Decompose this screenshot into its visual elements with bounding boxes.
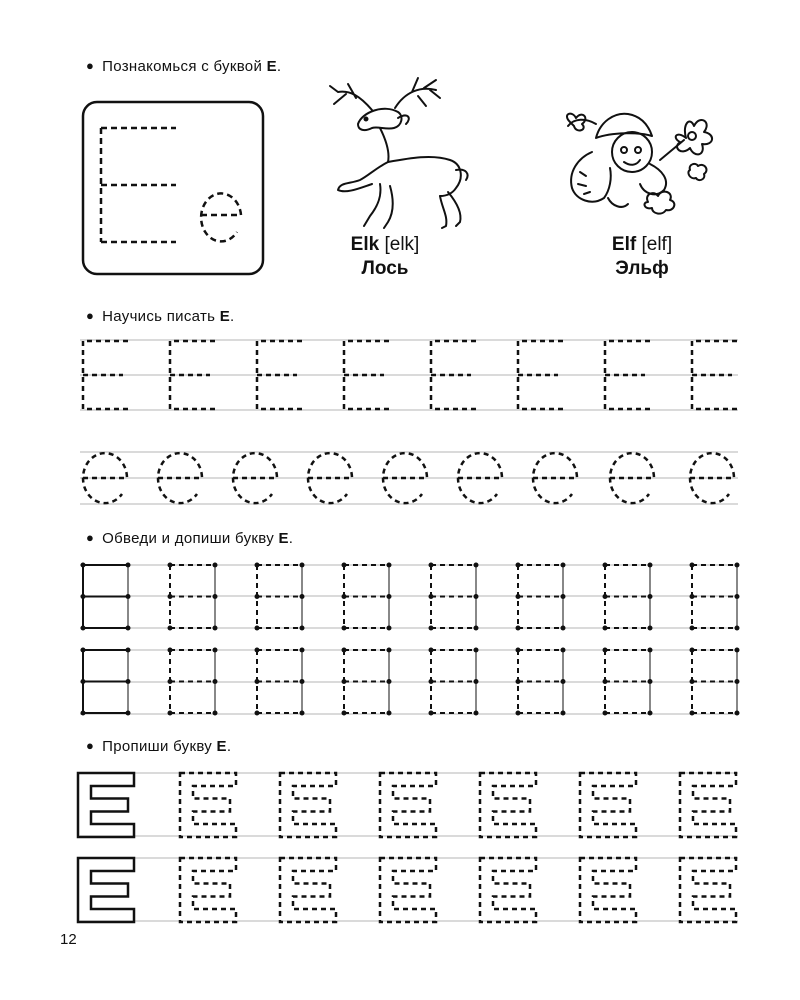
dot-guide-letter-row2 [690, 648, 740, 716]
word-transcription: [elk] [384, 234, 420, 255]
block-letter-e-row1 [180, 773, 236, 837]
block-letter-e-row1 [680, 773, 736, 837]
dot-guide-letter-row2 [429, 648, 479, 716]
bullet: ● [86, 58, 95, 73]
word-english: Elk [350, 234, 380, 255]
bullet: ● [86, 530, 95, 545]
block-letter-e-row1 [280, 773, 336, 837]
dot-guide-letter-row1 [81, 563, 131, 631]
block-letter-e-row1 [580, 773, 636, 837]
instruction-text: Обведи и допиши букву [102, 530, 279, 547]
dot-guide-letter-row1 [690, 563, 740, 631]
dot-guide-letter-row1 [516, 563, 566, 631]
block-letter-e-row1 [380, 773, 436, 837]
instruction-text: Пропиши букву [102, 738, 217, 755]
page-number: 12 [60, 931, 77, 948]
instruction-end: . [230, 308, 235, 325]
block-letter-e-row2 [78, 858, 134, 922]
dot-guide-letter-row2 [516, 648, 566, 716]
instruction-end: . [226, 738, 232, 755]
instruction-letter: Е [219, 308, 231, 325]
word-transcription: [elf] [641, 234, 673, 255]
instruction-letter: Е [266, 58, 277, 75]
bullet: ● [86, 308, 95, 323]
block-letter-e-row1 [78, 773, 134, 837]
dot-guide-letter-row2 [81, 648, 131, 716]
dot-guide-letter-row1 [342, 563, 392, 631]
instruction-text: Познакомься с буквой [102, 58, 267, 75]
block-letter-e-row2 [480, 858, 536, 922]
word-english: Elf [611, 234, 637, 255]
dot-guide-letter-row1 [168, 563, 218, 631]
word-russian: Лось [361, 258, 409, 279]
letter-card [83, 102, 263, 274]
instruction-end: . [276, 58, 282, 75]
bullet: ● [86, 738, 95, 753]
instruction-end: . [288, 530, 294, 547]
ruling-lines [80, 340, 738, 921]
instruction-text: Научись писать [102, 308, 220, 325]
block-letter-e-row2 [280, 858, 336, 922]
word-russian: Эльф [615, 258, 669, 279]
block-letter-e-row2 [680, 858, 736, 922]
elf-illustration [567, 114, 712, 214]
block-letter-e-row2 [380, 858, 436, 922]
dot-guide-letter-row1 [603, 563, 653, 631]
tracing-letters [78, 341, 740, 922]
dot-guide-letter-row2 [255, 648, 305, 716]
block-letter-e-row2 [180, 858, 236, 922]
dot-guide-letter-row2 [603, 648, 653, 716]
dot-guide-letter-row1 [255, 563, 305, 631]
instruction-letter: Е [278, 530, 289, 547]
dot-guide-letter-row2 [168, 648, 218, 716]
block-letter-e-row2 [580, 858, 636, 922]
elk-illustration [330, 78, 468, 228]
dot-guide-letter-row1 [429, 563, 479, 631]
block-letter-e-row1 [480, 773, 536, 837]
dot-guide-letter-row2 [342, 648, 392, 716]
instruction-letter: Е [216, 738, 227, 755]
